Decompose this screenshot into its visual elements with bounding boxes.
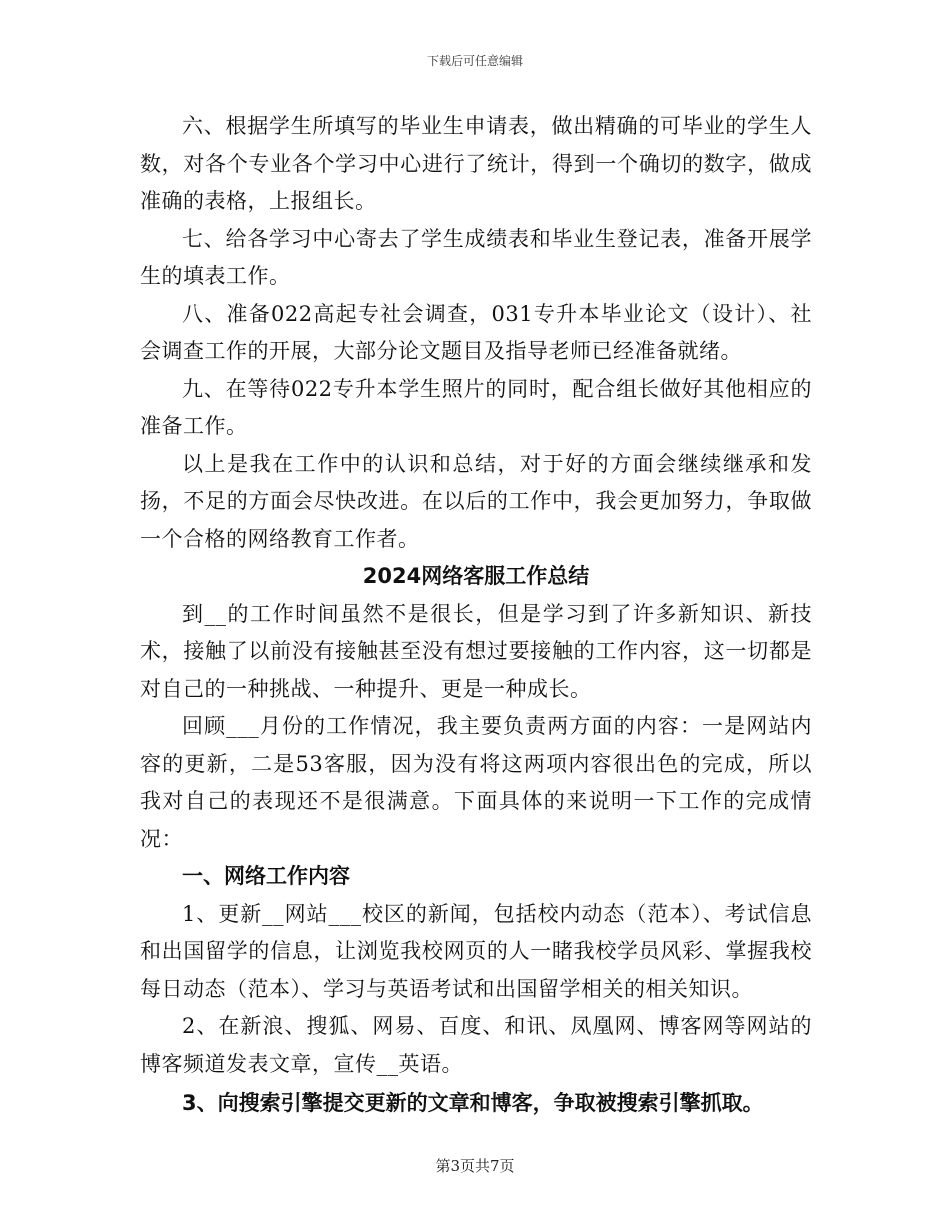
- document-body: [140, 108, 812, 1123]
- paragraph-8: 八、准备022高起专社会调查，031专升本毕业论文（设计）、社会调查工作的开展，大部分论文题目及指导老师已经准备就绪。: [140, 301, 812, 363]
- list-item-2: 2、在新浪、搜狐、网易、百度、和讯、凤凰网、博客网等网站的博客频道发表文章，宣传__英语。: [140, 1014, 812, 1076]
- paragraph-7: 七、给各学习中心寄去了学生成绩表和毕业生登记表，准备开展学生的填表工作。: [140, 226, 812, 288]
- page-header: 下载后可任意编辑: [426, 54, 523, 68]
- section-intro-paragraph: 到__的工作时间虽然不是很长，但是学习到了许多新知识、新技术，接触了以前没有接触甚至没有想过要接触的工作内容，这一切都是对自己的一种挑战、一种提升、更是一种成长。: [140, 601, 812, 701]
- subheading-network-work: 一、网络工作内容: [182, 864, 350, 888]
- list-item-1: 1、更新__网站___校区的新闻，包括校内动态（范本）、考试信息和出国留学的信息，让浏览我校网页的人一睹我校学员风彩、掌握我校每日动态（范本）、学习与英语考试和出国留学相关的相关知识。: [140, 901, 812, 1001]
- section-title: 2024网络客服工作总结: [362, 564, 590, 588]
- paragraph-conclusion: 以上是我在工作中的认识和总结，对于好的方面会继续继承和发扬，不足的方面会尽快改进。在以后的工作中，我会更加努力，争取做一个合格的网络教育工作者。: [140, 451, 812, 551]
- page-footer: 第3页共7页: [435, 1157, 515, 1175]
- paragraph-9: 九、在等待022专升本学生照片的同时，配合组长做好其他相应的准备工作。: [140, 376, 812, 438]
- section-review-paragraph: 回顾___月份的工作情况，我主要负责两方面的内容：一是网站内容的更新，二是53客服，因为没有将这两项内容很出色的完成，所以我对自己的表现还不是很满意。下面具体的来说明一下工作的完成情况：: [140, 714, 812, 851]
- list-item-3-bold: 3、向搜索引擎提交更新的文章和博客，争取被搜索引擎抓取。: [182, 1091, 764, 1115]
- paragraph-6: 六、根据学生所填写的毕业生申请表，做出精确的可毕业的学生人数，对各个专业各个学习中心进行了统计，得到一个确切的数字，做成准确的表格，上报组长。: [140, 114, 812, 213]
